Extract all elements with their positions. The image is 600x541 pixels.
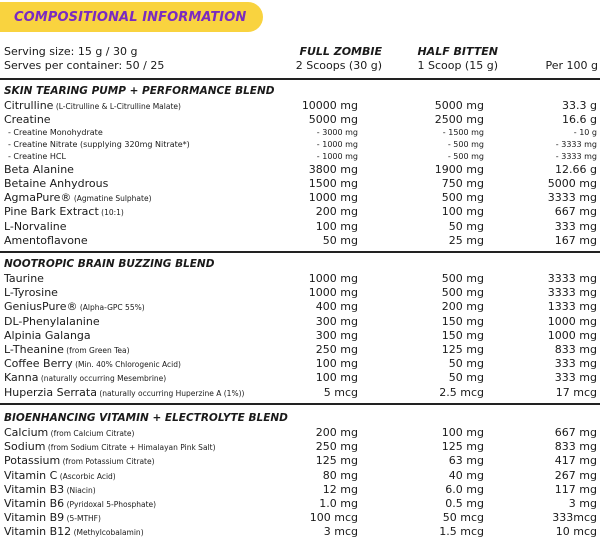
amount-half-bitten: 1.5 mcg — [439, 525, 484, 539]
ingredient-row — [0, 511, 600, 525]
ingredient-name — [4, 177, 108, 192]
amount-per-100g: 3333 mg — [547, 272, 597, 285]
amount-half-bitten: 500 mg — [441, 272, 484, 285]
ingredient-row — [0, 386, 600, 400]
amount-full-zombie: - 1000 mg — [316, 140, 358, 150]
ingredient-name — [4, 191, 152, 206]
amount-half-bitten: - 500 mg — [447, 140, 484, 150]
amount-full-zombie: 12 mg — [322, 482, 358, 496]
amount-per-100g: 1333 mg — [547, 300, 597, 314]
amount-full-zombie: 100 mg — [315, 371, 358, 385]
amount-half-bitten: 63 mg — [448, 454, 484, 468]
amount-half-bitten: - 500 mg — [447, 151, 484, 161]
amount-half-bitten: 125 mg — [441, 440, 484, 454]
serving-info — [0, 45, 600, 75]
ingredient-qualifier: (naturally occurring Huperzine A (1%)) — [96, 388, 245, 398]
ingredient-row — [0, 286, 600, 300]
amount-per-100g: 16.6 g — [562, 113, 597, 127]
ingredient-row — [0, 440, 600, 454]
amount-half-bitten: 500 mg — [441, 191, 484, 205]
ingredient-row — [0, 497, 600, 511]
ingredient-label: DL-Phenylalanine — [4, 314, 100, 328]
amount-per-100g: 167 mg — [554, 233, 597, 247]
ingredient-name — [4, 357, 181, 372]
amount-per-100g: 833 mg — [554, 342, 597, 356]
column-sub-half-bitten: 1 Scoop (15 g) — [417, 59, 498, 72]
ingredient-list — [0, 426, 600, 540]
amount-per-100g: 333 mg — [554, 219, 597, 233]
amount-full-zombie: 1000 mg — [308, 272, 358, 285]
ingredient-label: Pine Bark Extract — [4, 205, 99, 219]
ingredient-qualifier: (Niacin) — [64, 485, 96, 495]
ingredient-name — [4, 272, 44, 287]
amount-half-bitten: 150 mg — [441, 328, 484, 342]
ingredient-row — [0, 454, 600, 468]
ingredient-label: AgmaPure® — [4, 191, 72, 205]
ingredient-row — [0, 426, 600, 440]
ingredient-name — [4, 469, 116, 484]
section-title: BIOENHANCING VITAMIN + ELECTROLYTE BLEND — [4, 412, 288, 424]
column-sub-full-zombie: 2 Scoops (30 g) — [295, 59, 382, 72]
amount-per-100g: 3333 mg — [547, 191, 597, 205]
amount-per-100g: - 3333 mg — [555, 140, 597, 150]
amount-full-zombie: 100 mcg — [309, 511, 358, 525]
amount-half-bitten: 50 mcg — [442, 511, 484, 525]
ingredient-row — [0, 525, 600, 539]
ingredient-label: Vitamin B6 — [4, 496, 65, 510]
ingredient-qualifier: (naturally occurring Mesembrine) — [38, 374, 167, 384]
ingredient-row — [0, 99, 600, 113]
serving-row — [0, 45, 600, 59]
ingredient-label: Kanna — [4, 371, 39, 385]
amount-half-bitten: - 1500 mg — [442, 128, 484, 138]
amount-half-bitten: 100 mg — [441, 426, 484, 439]
amount-full-zombie: 80 mg — [322, 468, 358, 482]
ingredient-label: Creatine — [4, 113, 51, 127]
amount-full-zombie: 250 mg — [315, 342, 358, 356]
ingredient-label: L-Tyrosine — [4, 286, 58, 300]
ingredient-label: GeniusPure® — [4, 300, 78, 314]
amount-per-100g: 5000 mg — [547, 176, 597, 190]
amount-full-zombie: 5 mcg — [323, 385, 358, 399]
amount-per-100g: 667 mg — [554, 426, 597, 439]
amount-full-zombie: 100 mg — [315, 219, 358, 233]
ingredient-name — [4, 386, 244, 401]
amount-per-100g: 33.3 g — [562, 99, 597, 112]
ingredient-name — [4, 440, 216, 455]
ingredient-row — [0, 163, 600, 177]
amount-half-bitten: 125 mg — [441, 342, 484, 356]
amount-full-zombie: 1000 mg — [308, 286, 358, 300]
amount-full-zombie: 3 mcg — [323, 525, 358, 539]
ingredient-name — [4, 371, 166, 386]
ingredient-qualifier: (from Potassium Citrate) — [60, 457, 155, 467]
ingredient-label: - Creatine Monohydrate — [8, 128, 103, 138]
amount-per-100g: 17 mcg — [555, 385, 597, 399]
column-title-half-bitten: HALF BITTEN — [417, 45, 498, 58]
ingredient-name — [4, 286, 58, 301]
ingredient-name — [4, 234, 88, 249]
amount-full-zombie: 50 mg — [322, 233, 358, 247]
amount-half-bitten: 750 mg — [441, 176, 484, 190]
ingredient-name — [4, 220, 67, 235]
ingredient-label: - Creatine Nitrate (supplying 320mg Nitrate*) — [8, 140, 190, 150]
divider — [0, 251, 600, 253]
amount-per-100g: 667 mg — [554, 205, 597, 219]
ingredient-name — [4, 454, 155, 469]
ingredient-row — [0, 483, 600, 497]
ingredient-row — [0, 300, 600, 314]
ingredient-name — [4, 426, 134, 441]
amount-full-zombie: 400 mg — [315, 300, 358, 314]
ingredient-row — [0, 220, 600, 234]
ingredient-label: Huperzia Serrata — [4, 385, 97, 399]
ingredient-qualifier: (from Sodium Citrate + Himalayan Pink Salt) — [45, 443, 216, 453]
ingredient-label: Vitamin B3 — [4, 482, 65, 496]
ingredient-row — [0, 177, 600, 191]
amount-half-bitten: 25 mg — [448, 233, 484, 247]
ingredient-label: Calcium — [4, 426, 49, 439]
ingredient-name — [8, 151, 66, 163]
amount-full-zombie: 1000 mg — [308, 191, 358, 205]
amount-half-bitten: 500 mg — [441, 286, 484, 300]
ingredient-row — [0, 469, 600, 483]
amount-full-zombie: 250 mg — [315, 440, 358, 454]
amount-half-bitten: 1900 mg — [434, 162, 484, 176]
amount-full-zombie: 1500 mg — [308, 176, 358, 190]
amount-half-bitten: 2.5 mcg — [439, 385, 484, 399]
divider — [0, 403, 600, 405]
ingredient-row — [0, 329, 600, 343]
amount-per-100g: 117 mg — [554, 482, 597, 496]
amount-per-100g: 417 mg — [554, 454, 597, 468]
amount-per-100g: 267 mg — [554, 468, 597, 482]
amount-half-bitten: 40 mg — [448, 468, 484, 482]
ingredient-label: Alpinia Galanga — [4, 328, 91, 342]
amount-per-100g: 833 mg — [554, 440, 597, 454]
ingredient-row — [0, 205, 600, 219]
amount-full-zombie: 125 mg — [315, 454, 358, 468]
ingredient-name — [4, 99, 181, 114]
ingredient-label: Sodium — [4, 440, 46, 454]
ingredient-label: Potassium — [4, 454, 61, 468]
ingredient-label: - Creatine HCL — [8, 151, 66, 161]
ingredient-name — [4, 497, 156, 512]
amount-full-zombie: 100 mg — [315, 357, 358, 371]
ingredient-name — [4, 163, 74, 178]
ingredient-qualifier: (from Calcium Citrate) — [48, 429, 135, 438]
amount-per-100g: 333 mg — [554, 357, 597, 371]
amount-half-bitten: 100 mg — [441, 205, 484, 219]
ingredient-qualifier: (from Green Tea) — [63, 345, 130, 355]
amount-half-bitten: 2500 mg — [434, 113, 484, 127]
ingredient-row — [0, 357, 600, 371]
amount-per-100g: - 3333 mg — [555, 151, 597, 161]
ingredient-row — [0, 315, 600, 329]
ingredient-qualifier: (Methylcobalamin) — [71, 528, 144, 538]
ingredient-qualifier: (L-Citrulline & L-Citrulline Malate) — [53, 102, 181, 111]
serves-per-container: Serves per container: 50 / 25 — [4, 59, 165, 72]
ingredient-name — [4, 205, 124, 220]
ingredient-label: Amentoflavone — [4, 233, 88, 247]
amount-full-zombie: 300 mg — [315, 328, 358, 342]
ingredient-qualifier: (10:1) — [98, 208, 124, 218]
amount-full-zombie: 5000 mg — [308, 113, 358, 127]
amount-half-bitten: 50 mg — [448, 357, 484, 371]
ingredient-name — [4, 315, 100, 330]
section-title: NOOTROPIC BRAIN BUZZING BLEND — [4, 258, 215, 270]
amount-full-zombie: 300 mg — [315, 314, 358, 328]
ingredient-label: L-Theanine — [4, 342, 64, 356]
ingredient-qualifier: (Agmatine Sulphate) — [71, 194, 152, 204]
serving-size: Serving size: 15 g / 30 g — [4, 45, 138, 58]
ingredient-label: Betaine Anhydrous — [4, 176, 109, 190]
ingredient-name — [4, 525, 144, 540]
ingredient-row — [0, 191, 600, 205]
section-title: SKIN TEARING PUMP + PERFORMANCE BLEND — [4, 85, 275, 97]
ingredient-row — [0, 371, 600, 385]
amount-half-bitten: 200 mg — [441, 300, 484, 314]
amount-full-zombie: 10000 mg — [301, 99, 358, 112]
ingredient-qualifier: (Alpha-GPC 55%) — [77, 303, 145, 313]
ingredient-label: Vitamin B12 — [4, 525, 72, 539]
amount-per-100g: 3333 mg — [547, 286, 597, 300]
serves-row — [0, 59, 600, 73]
section-header-pill — [0, 2, 263, 32]
amount-full-zombie: 200 mg — [315, 205, 358, 219]
ingredient-qualifier: (Pyridoxal 5-Phosphate) — [64, 499, 157, 509]
ingredient-name — [4, 113, 51, 128]
amount-full-zombie: - 3000 mg — [316, 128, 358, 138]
ingredient-name — [4, 300, 145, 315]
amount-per-100g: 3 mg — [568, 496, 597, 510]
ingredient-qualifier: (Ascorbic Acid) — [57, 471, 116, 481]
ingredient-label: L-Norvaline — [4, 219, 67, 233]
amount-full-zombie: 200 mg — [315, 426, 358, 439]
amount-per-100g: 333 mg — [554, 371, 597, 385]
amount-full-zombie: - 1000 mg — [316, 151, 358, 161]
amount-per-100g: - 10 g — [573, 128, 597, 138]
ingredient-list — [0, 99, 600, 248]
amount-per-100g: 1000 mg — [547, 328, 597, 342]
amount-full-zombie: 1.0 mg — [319, 496, 358, 510]
ingredient-row — [0, 272, 600, 286]
amount-half-bitten: 0.5 mg — [445, 496, 484, 510]
ingredient-name — [8, 127, 103, 139]
amount-per-100g: 10 mcg — [555, 525, 597, 539]
amount-full-zombie: 3800 mg — [308, 162, 358, 176]
column-sub-per-100g: Per 100 g — [545, 59, 598, 72]
column-title-full-zombie: FULL ZOMBIE — [299, 45, 382, 58]
divider — [0, 78, 600, 80]
ingredient-name — [4, 483, 96, 498]
ingredient-qualifier: (Min. 40% Chlorogenic Acid) — [72, 360, 181, 370]
ingredient-name — [4, 329, 91, 344]
ingredient-label: Vitamin C — [4, 468, 58, 482]
ingredient-label: Vitamin B9 — [4, 511, 65, 525]
amount-per-100g: 12.66 g — [555, 162, 597, 176]
amount-half-bitten: 150 mg — [441, 314, 484, 328]
ingredient-row — [0, 343, 600, 357]
ingredient-list — [0, 272, 600, 400]
amount-half-bitten: 6.0 mg — [445, 482, 484, 496]
ingredient-row — [0, 127, 600, 139]
ingredient-row — [0, 113, 600, 127]
amount-half-bitten: 50 mg — [448, 219, 484, 233]
ingredient-name — [8, 139, 190, 151]
amount-per-100g: 333mcg — [552, 511, 597, 525]
amount-half-bitten: 5000 mg — [434, 99, 484, 112]
ingredient-name — [4, 511, 101, 526]
ingredient-row — [0, 234, 600, 248]
ingredient-row — [0, 151, 600, 163]
ingredient-label: Beta Alanine — [4, 162, 74, 176]
ingredient-name — [4, 343, 130, 358]
page-title: COMPOSITIONAL INFORMATION — [14, 9, 247, 25]
ingredient-qualifier: (5-MTHF) — [64, 514, 101, 524]
amount-half-bitten: 50 mg — [448, 371, 484, 385]
ingredient-label: Coffee Berry — [4, 357, 73, 371]
ingredient-label: Taurine — [4, 272, 44, 285]
amount-per-100g: 1000 mg — [547, 314, 597, 328]
ingredient-label: Citrulline — [4, 99, 54, 112]
ingredient-row — [0, 139, 600, 151]
